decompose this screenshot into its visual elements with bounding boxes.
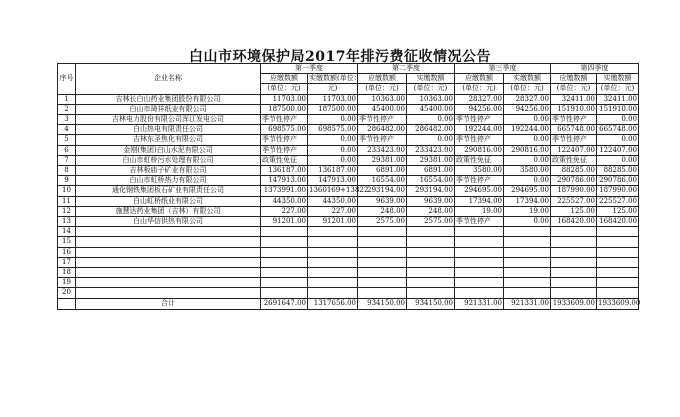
company-name: 白山市琦祥纸业有限公司 [76,104,261,114]
company-name: 施慧达药业集团（吉林）有限公司 [76,206,261,216]
amount-cell-q3p: 290816.00 [504,145,551,155]
row-number: 19 [58,278,76,288]
row-number: 18 [58,268,76,278]
amount-cell-q4d: 88285.00 [551,166,597,176]
row-number: 15 [58,237,76,247]
amount-cell-q2d [358,268,407,278]
amount-cell-q4d: 政策性免征 [551,155,597,165]
row-number: 2 [58,104,76,114]
header-q2-paid: 实缴数额 [407,74,455,84]
table-row [58,268,639,278]
amount-cell-q4p [597,257,639,267]
amount-cell-q1d [261,268,308,278]
total-q2p: 934150.00 [407,298,455,309]
amount-cell-q1p: 136187.00 [308,166,358,176]
row-number: 4 [58,125,76,135]
amount-cell-q4d [551,278,597,288]
amount-cell-q4p [597,247,639,257]
amount-cell-q2d [358,288,407,298]
amount-cell-q1d: 227.00 [261,206,308,216]
amount-cell-q2d [358,237,407,247]
amount-cell-q3d: 季节性停产 [455,115,504,125]
amount-cell-q4p [597,278,639,288]
header-q1-due: 应缴数额 [261,74,308,84]
amount-cell-q4p: 168420.00 [597,217,639,227]
company-name [76,227,261,237]
amount-cell-q2d: 286482.00 [358,125,407,135]
amount-cell-q1p: 147913.00 [308,176,358,186]
amount-cell-q1p [308,278,358,288]
table-row [58,125,639,135]
table-row [58,217,639,227]
table-row [58,247,639,257]
company-name: 吉林板庙子矿业有限公司 [76,166,261,176]
amount-cell-q4p: 665748.00 [597,125,639,135]
amount-cell-q1p: 227.00 [308,206,358,216]
amount-cell-q3p: 94256.00 [504,104,551,114]
amount-cell-q3p: 192244.00 [504,125,551,135]
table-row [58,115,639,125]
amount-cell-q2d: 248.00 [358,206,407,216]
table-row [58,176,639,186]
amount-cell-q3p [504,268,551,278]
amount-cell-q1d: 187500.00 [261,104,308,114]
amount-cell-q1p: 0.00 [308,145,358,155]
amount-cell-q4d [551,288,597,298]
amount-cell-q2p: 6891.00 [407,166,455,176]
header-q2-paid-unit: (单位：元) [407,84,455,94]
table-row [58,206,639,216]
amount-cell-q3d: 19.00 [455,206,504,216]
amount-cell-q1p: 187500.00 [308,104,358,114]
header-q3-paid-unit: (单位：元) [504,84,551,94]
amount-cell-q2p [407,247,455,257]
total-label: 合计 [76,298,261,309]
amount-cell-q3p: 28327.00 [504,94,551,104]
amount-cell-q4p: 0.00 [597,135,639,145]
header-q4-due-unit: (单位：元) [551,84,597,94]
company-name: 吉林长白山药业集团股份有限公司 [76,94,261,104]
amount-cell-q1p [308,227,358,237]
amount-cell-q2p: 248.00 [407,206,455,216]
amount-cell-q3p [504,288,551,298]
amount-cell-q4p [597,268,639,278]
row-number: 14 [58,227,76,237]
amount-cell-q2d: 10363.00 [358,94,407,104]
amount-cell-q4d: 季节性停产 [551,135,597,145]
amount-cell-q4d [551,247,597,257]
amount-cell-q2d: 233423.00 [358,145,407,155]
table-row [58,227,639,237]
table-row [58,155,639,165]
company-name: 吉林东圣焦化有限公司 [76,135,261,145]
amount-cell-q1d: 91201.00 [261,217,308,227]
header-q1-paid: 实缴数额(单位： [309,74,361,83]
amount-cell-q1d [261,227,308,237]
amount-cell-q1d: 11703.00 [261,94,308,104]
amount-cell-q2p [407,268,455,278]
amount-cell-q1d: 季节性停产 [261,135,308,145]
company-name [76,237,261,247]
table-row [58,135,639,145]
amount-cell-q1p: 11703.00 [308,94,358,104]
amount-cell-q4p: 88285.00 [597,166,639,176]
amount-cell-q1d: 44350.00 [261,196,308,206]
amount-cell-q3d: 17394.00 [455,196,504,206]
amount-cell-q3p: 19.00 [504,206,551,216]
company-name: 金刚(集团)白山水泥有限公司 [76,145,261,155]
amount-cell-q1p [308,237,358,247]
amount-cell-q2d: 16554.00 [358,176,407,186]
amount-cell-q1d: 政策性免征 [261,155,308,165]
row-number: 13 [58,217,76,227]
amount-cell-q3d [455,268,504,278]
amount-cell-q2d: 2575.00 [358,217,407,227]
total-row [58,298,639,309]
company-name [76,288,261,298]
amount-cell-q4p: 32411.00 [597,94,639,104]
header-q1-paid-unit: 元) [308,84,358,94]
amount-cell-q3d: 290816.00 [455,145,504,155]
amount-cell-q2d: 季节性停产 [358,135,407,145]
header-row-quarters [58,64,639,74]
amount-cell-q2p: 0.00 [407,135,455,145]
amount-cell-q4p: 0.00 [597,155,639,165]
header-company: 企业名称 [76,64,261,95]
header-q3: 第三季度 [455,64,551,74]
company-name [76,247,261,257]
amount-cell-q1p: 0.00 [308,135,358,145]
amount-cell-q1d: 季节性停产 [261,145,308,155]
total-q3p: 921331.00 [504,298,551,309]
table-row [58,257,639,267]
amount-cell-q2p [407,237,455,247]
header-q1-due-unit: (单位：元) [261,84,308,94]
header-q2: 第二季度 [358,64,455,74]
amount-cell-q2d: 9639.00 [358,196,407,206]
amount-cell-q3d [455,257,504,267]
amount-cell-q1d: 1373991.00 [261,186,308,196]
table-row [58,104,639,114]
amount-cell-q1p [308,288,358,298]
amount-cell-q2p: 16554.00 [407,176,455,186]
company-name [76,278,261,288]
page-title: 白山市环境保护局2017年排污费征收情况公告 [189,49,491,65]
amount-cell-q3d: 28327.00 [455,94,504,104]
amount-cell-q3p: 0.00 [504,135,551,145]
table-row [58,288,639,298]
amount-cell-q4d [551,268,597,278]
amount-cell-q1p [308,257,358,267]
amount-cell-q3p: 0.00 [504,176,551,186]
amount-cell-q3d [455,237,504,247]
amount-cell-q4d: 122407.00 [551,145,597,155]
amount-cell-q1p: 0.00 [308,155,358,165]
row-number: 3 [58,115,76,125]
amount-cell-q2p: 9639.00 [407,196,455,206]
header-q4-paid: 实缴数额 [597,74,639,84]
header-q4-paid-unit: (单位：元) [597,84,639,94]
table-row [58,278,639,288]
amount-cell-q1d [261,247,308,257]
amount-cell-q4d: 151910.00 [551,104,597,114]
amount-cell-q2p [407,278,455,288]
header-q3-paid: 实缴数额 [504,74,551,84]
amount-cell-q4p [597,237,639,247]
amount-cell-q1d: 147913.00 [261,176,308,186]
amount-cell-q2d [358,278,407,288]
amount-cell-q1d [261,278,308,288]
company-name [76,268,261,278]
amount-cell-q3d [455,278,504,288]
fee-table [57,63,639,310]
company-name: 白山华信供热有限公司 [76,217,261,227]
amount-cell-q4d [551,227,597,237]
amount-cell-q1p: 91201.00 [308,217,358,227]
amount-cell-q2d: 季节性停产 [358,115,407,125]
amount-cell-q4d: 187990.00 [551,186,597,196]
amount-cell-q4d: 季节性停产 [551,115,597,125]
total-q2d: 934150.00 [358,298,407,309]
company-name: 白山市虹桥污水处理有限公司 [76,155,261,165]
amount-cell-q1d [261,288,308,298]
amount-cell-q1d [261,257,308,267]
amount-cell-q1d: 季节性停产 [261,115,308,125]
amount-cell-q3p: 0.00 [504,155,551,165]
amount-cell-q2d: 6891.00 [358,166,407,176]
header-q4-due: 应缴数额 [551,74,597,84]
row-number: 6 [58,145,76,155]
header-q3-due-unit: (单位：元) [455,84,504,94]
amount-cell-q2p [407,227,455,237]
amount-cell-q3p: 17394.00 [504,196,551,206]
table-row [58,145,639,155]
amount-cell-q4d: 225527.00 [551,196,597,206]
total-q4d: 1933609.00 [551,298,597,309]
row-number: 10 [58,186,76,196]
amount-cell-q2p: 29381.00 [407,155,455,165]
amount-cell-q3p [504,278,551,288]
amount-cell-q3p: 294695.00 [504,186,551,196]
amount-cell-q2d [358,227,407,237]
amount-cell-q3d [455,247,504,257]
table-row [58,166,639,176]
amount-cell-q4p: 122407.00 [597,145,639,155]
amount-cell-q2d: 45400.00 [358,104,407,114]
amount-cell-q2p: 2575.00 [407,217,455,227]
row-number: 16 [58,247,76,257]
amount-cell-q2p: 293194.00 [407,186,455,196]
amount-cell-q3d: 季节性停产 [455,176,504,186]
amount-cell-q3d: 季节性停产 [455,135,504,145]
table-row [58,186,639,196]
amount-cell-q2d: 29381.00 [358,155,407,165]
amount-cell-q4d: 168420.00 [551,217,597,227]
header-seq: 序号 [58,64,76,95]
total-seq [58,298,76,309]
amount-cell-q4p [597,288,639,298]
amount-cell-q1p [308,268,358,278]
header-q3-due: 应缴数额 [455,74,504,84]
table-row [58,237,639,247]
amount-cell-q3p [504,237,551,247]
amount-cell-q1p [308,247,358,257]
row-number: 11 [58,196,76,206]
amount-cell-q2p: 0.00 [407,115,455,125]
amount-cell-q4p [597,227,639,237]
row-number: 5 [58,135,76,145]
amount-cell-q3p [504,257,551,267]
amount-cell-q3d: 季节性停产 [455,217,504,227]
amount-cell-q4p: 151910.00 [597,104,639,114]
amount-cell-q2d [358,257,407,267]
amount-cell-q3p: 3580.00 [504,166,551,176]
row-number: 7 [58,155,76,165]
header-q1: 第一季度 [261,64,358,74]
total-q3d: 921331.00 [455,298,504,309]
amount-cell-q4d [551,237,597,247]
amount-cell-q4d: 125.00 [551,206,597,216]
amount-cell-q2d [358,247,407,257]
amount-cell-q1p: 698575.00 [308,125,358,135]
amount-cell-q4d: 32411.00 [551,94,597,104]
company-name: 通化钢铁集团板石矿业有限责任公司 [76,186,261,196]
amount-cell-q2p [407,288,455,298]
amount-cell-q2p: 10363.00 [407,94,455,104]
amount-cell-q3d: 政策性免征 [455,155,504,165]
company-name: 白山热电有限责任公司 [76,125,261,135]
row-number: 1 [58,94,76,104]
header-q4: 第四季度 [551,64,639,74]
total-q4p: 1933609.00 [597,298,639,309]
amount-cell-q1d: 136187.00 [261,166,308,176]
amount-cell-q4p: 187990.00 [597,186,639,196]
total-q1p: 1317656.00 [308,298,358,309]
row-number: 8 [58,166,76,176]
amount-cell-q3d [455,227,504,237]
amount-cell-q1d [261,237,308,247]
amount-cell-q3d: 94256.00 [455,104,504,114]
amount-cell-q2p: 286482.00 [407,125,455,135]
amount-cell-q2p: 45400.00 [407,104,455,114]
amount-cell-q1d: 698575.00 [261,125,308,135]
company-name [76,257,261,267]
amount-cell-q4p: 290786.00 [597,176,639,186]
amount-cell-q4p: 225527.00 [597,196,639,206]
amount-cell-q2p [407,257,455,267]
amount-cell-q2p: 233423.00 [407,145,455,155]
amount-cell-q1p: 0.00 [308,115,358,125]
company-name: 吉林电力股份有限公司浑江发电公司 [76,115,261,125]
amount-cell-q4p: 125.00 [597,206,639,216]
header-q2-due: 应缴数额 [358,74,407,84]
amount-cell-q4d: 665748.00 [551,125,597,135]
amount-cell-q1p: 1360169+13822 [309,186,369,195]
amount-cell-q4d: 290786.00 [551,176,597,186]
total-q1d: 2691647.00 [261,298,308,309]
amount-cell-q3p: 0.00 [504,115,551,125]
amount-cell-q3d: 3580.00 [455,166,504,176]
row-number: 12 [58,206,76,216]
amount-cell-q4d [551,257,597,267]
amount-cell-q3p [504,247,551,257]
amount-cell-q3p [504,227,551,237]
company-name: 白山市虹桥热力有限公司 [76,176,261,186]
table-row [58,94,639,104]
company-name: 白山虹桥纸业有限公司 [76,196,261,206]
row-number: 9 [58,176,76,186]
row-number: 17 [58,257,76,267]
amount-cell-q1p: 44350.00 [308,196,358,206]
row-number: 20 [58,288,76,298]
amount-cell-q3d [455,288,504,298]
header-q2-due-unit: (单位：元) [358,84,407,94]
amount-cell-q4p: 0.00 [597,115,639,125]
amount-cell-q3d: 294695.00 [455,186,504,196]
table-row [58,196,639,206]
amount-cell-q3p: 0.00 [504,217,551,227]
amount-cell-q3d: 192244.00 [455,125,504,135]
amount-cell-q2d: 293194.00 [358,186,407,196]
